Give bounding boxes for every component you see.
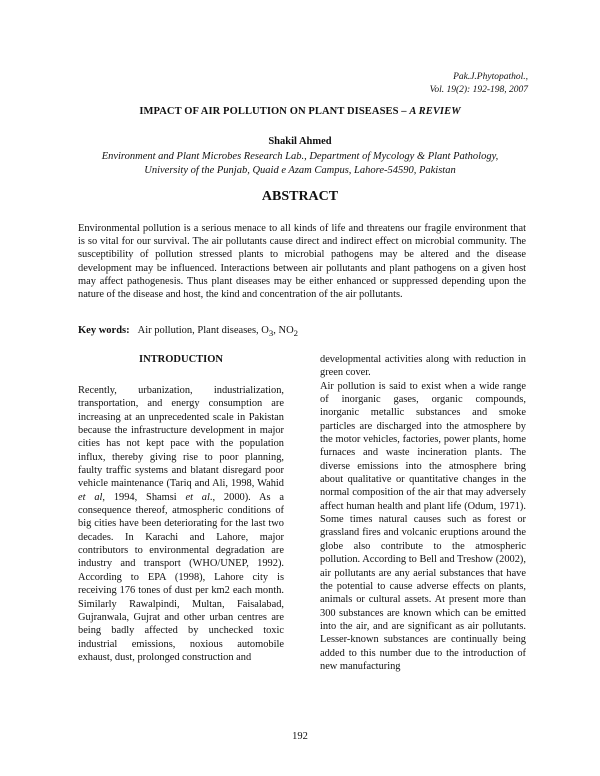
right-column <box>320 353 526 673</box>
paper-title <box>0 106 600 117</box>
intro-p1-part-a: Recently, urbanization, industrialization, transportation, and energy consumption are increasing at an unprecedented scale in Pakistan because the infrastructure development in major cities has not kept pace with the population influx, thereby giving rise to poor planning, faulty traffic systems and blatant disregard poor vehicle maintenance (Tariq and Ali, 1998, Wahid <box>78 385 284 490</box>
introduction-heading: INTRODUCTION <box>138 354 223 365</box>
journal-citation <box>430 71 528 97</box>
author-name: Shakil Ahmed <box>268 136 332 147</box>
keywords-label-text: Key words <box>78 325 127 336</box>
intro-p1-etal-2: et al <box>185 491 210 503</box>
keywords-sub-1: 3 <box>268 328 274 339</box>
keywords-sub-2: 2 <box>293 328 299 339</box>
intro-p1-part-c: ., 2000). As a consequence thereof, atmospheric conditions of big cities have been deteriorating for the last two decades. In Karachi and Lahore, major contributors to environmental degradation are industry and transport (WHO/UNEP, 1992). According to EPA (1998), Lahore city is receiving 176 tones of dust per km2 each month. Similarly Rawalpindi, Multan, Faisalabad, Gujranwala, Gujrat and other urban centres are being badly affected by unchecked toxic industrial emissions, noxious automobile exhaust, dust, prolonged construction and <box>78 491 285 663</box>
affiliation-line-1: Environment and Plant Microbes Research Lab., Department of Mycology & Plant Pathology, <box>101 151 499 162</box>
keywords-line <box>78 325 526 338</box>
introduction-paragraph-2: Air pollution is said to exist when a wide range of inorganic gases, organic compounds, inorganic metallic substances and smoke particles are discharged into the atmosphere by the motor vehicles, factories, power plants, home furnaces and waste incineration plants. The diverse emissions into the atmosphere bring about qualitative or quantitative changes in the normal composition of the air that may adversely affect human health and plant life (Odum, 1971). Some times natural causes such as forest or grassland fires and volcanic eruptions around the globe also contribute to the atmospheric pollution. According to Bell and Treshow (2002), air pollutants are any aerial substances that have the potential to cause adverse effects on plants, animals or cultural assets. At present more than 300 substances are known which can be emitted into the air, and are significant as air pollutants. Lesser-known substances are continually being added to this number due to the introduction of new manufacturing <box>320 380 526 672</box>
intro-p1-part-b: , 1994, Shamsi <box>102 491 186 503</box>
page-number: 192 <box>292 731 308 742</box>
author-affiliation <box>0 150 600 178</box>
introduction-paragraph-1-continued: developmental activities along with reduction in green cover. <box>320 354 526 379</box>
keywords-label <box>78 325 130 336</box>
keywords-text-2: , NO <box>273 325 294 336</box>
affiliation-line-2: University of the Punjab, Quaid e Azam Campus, Lahore-54590, Pakistan <box>144 165 456 176</box>
introduction-paragraph-1 <box>78 384 284 664</box>
left-column <box>78 353 284 664</box>
abstract-heading: ABSTRACT <box>261 189 339 204</box>
keywords-text-1: Air pollution, Plant diseases, O <box>137 325 269 336</box>
title-main: IMPACT OF AIR POLLUTION ON PLANT DISEASES – <box>139 106 410 117</box>
journal-name: Pak.J.Phytopathol., <box>453 72 528 82</box>
abstract-text: Environmental pollution is a serious menace to all kinds of life and threatens our fragile environment that is so vital for our survival. The air pollutants cause direct and indirect effect on microbial community. The susceptibility of pollution stressed plants to microbial pathogens may be altered and the disease development may be influenced. Interactions between air pollutants and plant pathogens on a given host may affect pathogenesis. Thus plant diseases may be either enhanced or suppressed depending upon the nature of the disease and host, the kind and concentration of the air pollutants. <box>78 223 526 301</box>
journal-volume: Vol. 19(2): 192-198, 2007 <box>429 85 528 95</box>
intro-p1-etal-1: et al <box>78 491 103 503</box>
keywords-colon: : <box>126 325 130 336</box>
title-suffix: A REVIEW <box>409 106 461 117</box>
